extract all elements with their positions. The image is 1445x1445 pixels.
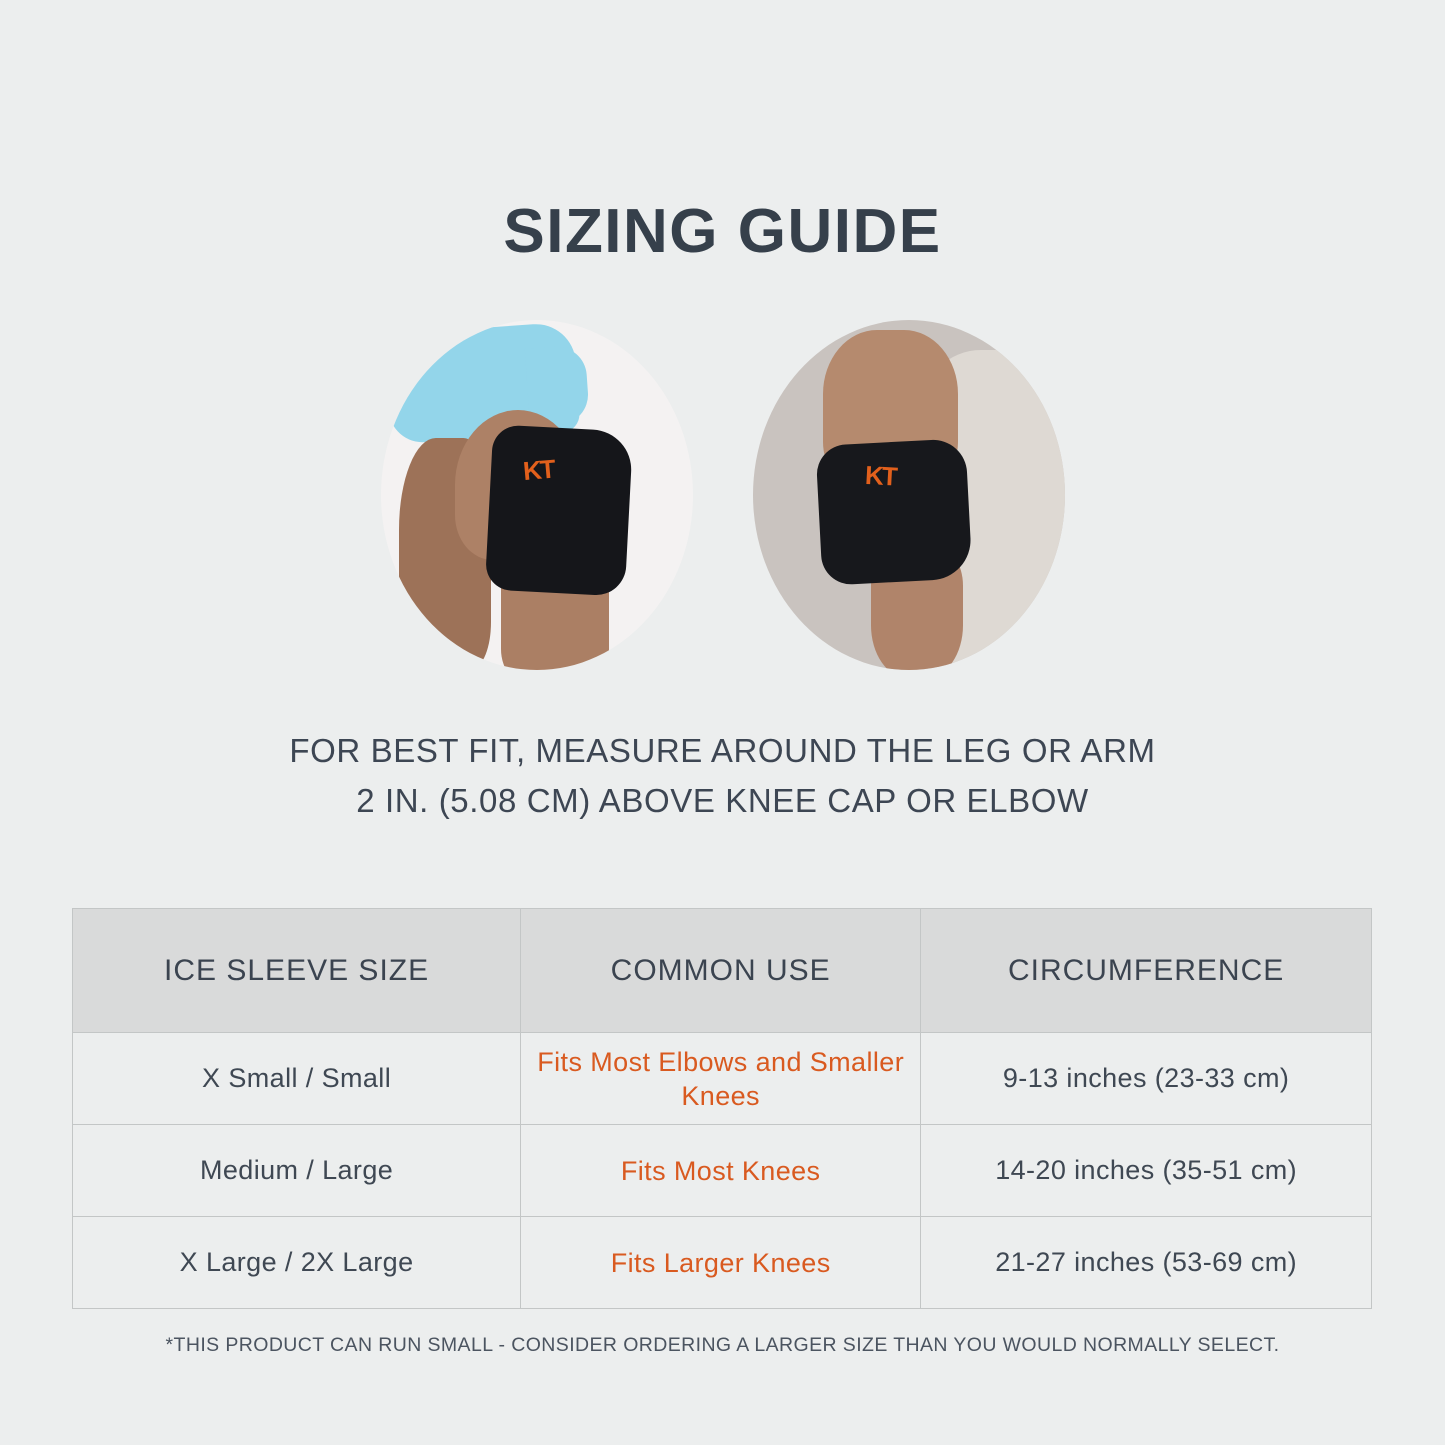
header-common-use: COMMON USE [521, 909, 921, 1033]
elbow-ice-sleeve-shape [815, 438, 972, 586]
cell-circumference: 14-20 inches (35-51 cm) [921, 1125, 1372, 1217]
cell-circumference: 21-27 inches (53-69 cm) [921, 1217, 1372, 1309]
page-title: SIZING GUIDE [503, 197, 942, 266]
measure-instruction [0, 726, 1445, 826]
cell-common-use: Fits Most Elbows and Smaller Knees [521, 1033, 921, 1125]
table-header-row [73, 909, 1372, 1033]
product-photo-group [0, 320, 1445, 680]
header-ice-sleeve-size: ICE SLEEVE SIZE [73, 909, 521, 1033]
sizing-table-wrapper [72, 908, 1372, 1309]
cell-circumference: 9-13 inches (23-33 cm) [921, 1033, 1372, 1125]
knee-sleeve-photo [381, 320, 693, 670]
elbow-sleeve-photo [753, 320, 1065, 670]
measure-instruction-line-2: 2 IN. (5.08 CM) ABOVE KNEE CAP OR ELBOW [356, 782, 1089, 819]
cell-size: X Small / Small [73, 1033, 521, 1125]
sizing-table-head [73, 909, 1372, 1033]
table-row [73, 1033, 1372, 1125]
cell-common-use: Fits Most Knees [521, 1125, 921, 1217]
kt-brand-icon: KT [521, 453, 555, 487]
table-row [73, 1217, 1372, 1309]
table-row [73, 1125, 1372, 1217]
sizing-table-body [73, 1033, 1372, 1309]
header-circumference: CIRCUMFERENCE [921, 909, 1372, 1033]
footnote: *THIS PRODUCT CAN RUN SMALL - CONSIDER ORDERING A LARGER SIZE THAN YOU WOULD NORMALLY SELECT. [165, 1334, 1280, 1356]
cell-common-use: Fits Larger Knees [521, 1217, 921, 1309]
cell-size: Medium / Large [73, 1125, 521, 1217]
cell-size: X Large / 2X Large [73, 1217, 521, 1309]
kt-brand-icon: KT [863, 459, 897, 492]
knee-ice-sleeve-shape [484, 424, 632, 596]
sizing-table [72, 908, 1372, 1309]
measure-instruction-line-1: FOR BEST FIT, MEASURE AROUND THE LEG OR ARM [289, 732, 1156, 769]
